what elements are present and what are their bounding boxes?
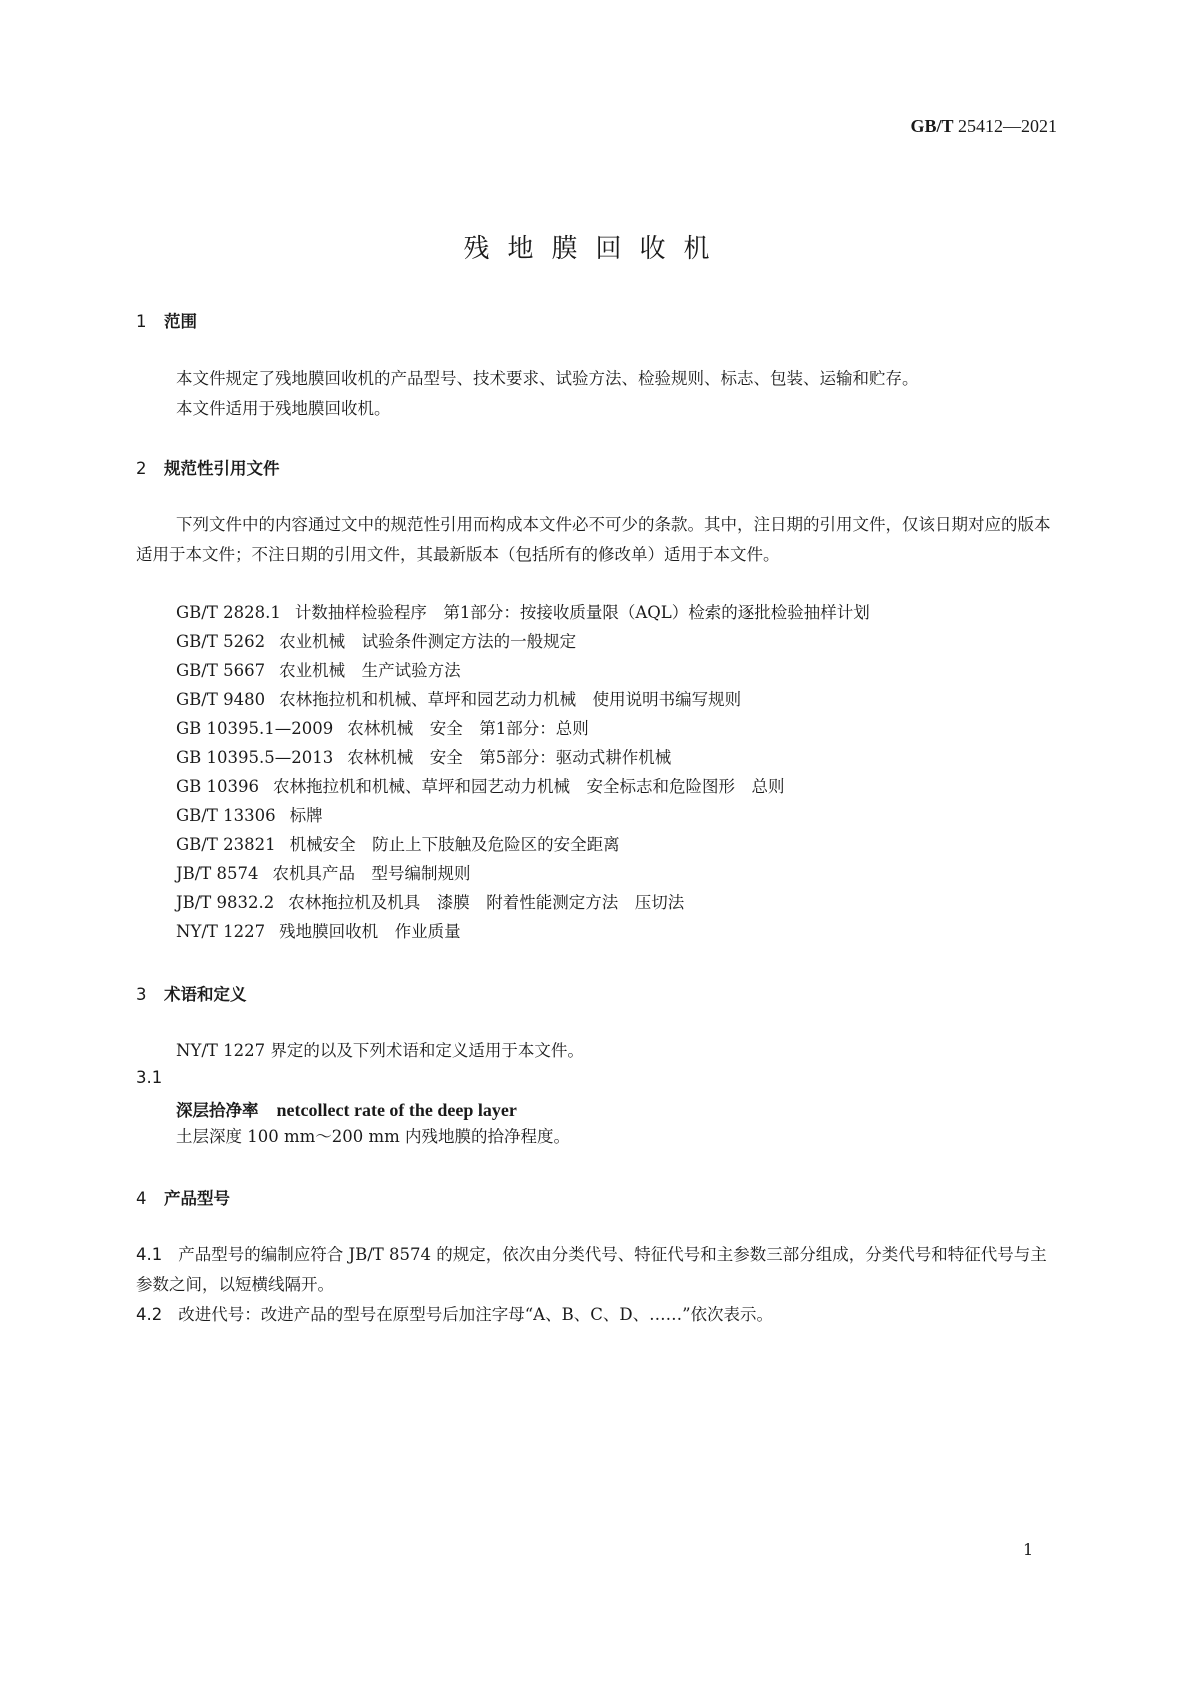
term-chinese: 深层拾净率 [176, 1101, 259, 1120]
reference-title: 农机具产品 型号编制规则 [272, 864, 471, 883]
term-number: 3.1 [136, 1068, 163, 1087]
reference-item [176, 628, 576, 652]
section-heading-2 [136, 455, 280, 479]
reference-code: GB/T 23821 [176, 835, 276, 854]
clause-text: 产品型号的编制应符合 JB/T 8574 的规定，依次由分类代号、特征代号和主参数三部分组成，分类代号和特征代号与主参数之间，以短横线隔开。 [136, 1245, 1047, 1294]
standard-prefix: GB/T [910, 116, 954, 136]
reference-title: 计数抽样检验程序 第1部分：按接收质量限（AQL）检索的逐批检验抽样计划 [294, 603, 870, 622]
reference-code: GB 10395.5—2013 [176, 748, 334, 767]
reference-code: GB/T 13306 [176, 806, 276, 825]
paragraph: 本文件规定了残地膜回收机的产品型号、技术要求、试验方法、检验规则、标志、包装、运输和贮存。 [176, 369, 919, 388]
reference-title: 残地膜回收机 作业质量 [279, 922, 461, 941]
reference-title: 农林拖拉机和机械、草坪和园艺动力机械 安全标志和危险图形 总则 [273, 777, 785, 796]
reference-item [176, 686, 741, 710]
reference-code: JB/T 9832.2 [176, 893, 275, 912]
reference-code: GB/T 5667 [176, 661, 266, 680]
reference-item [176, 773, 785, 797]
reference-code: GB/T 2828.1 [176, 603, 281, 622]
paragraph: 本文件适用于残地膜回收机。 [176, 399, 391, 418]
term-definition: 土层深度 100 mm～200 mm 内残地膜的拾净程度。 [176, 1127, 571, 1146]
reference-item [176, 599, 870, 623]
term-entry [176, 1097, 517, 1121]
section-number: 3 [136, 985, 147, 1004]
section-title: 产品型号 [164, 1189, 230, 1208]
section-number: 1 [136, 312, 147, 331]
reference-title: 标牌 [289, 806, 323, 825]
section-number: 4 [136, 1189, 147, 1208]
clause-4-1 [136, 1240, 1056, 1300]
reference-code: GB 10396 [176, 777, 260, 796]
reference-item [176, 918, 461, 942]
reference-item [176, 860, 471, 884]
standard-code: 25412—2021 [958, 116, 1057, 136]
paragraph: 下列文件中的内容通过文中的规范性引用而构成本文件必不可少的条款。其中，注日期的引用文件，仅该日期对应的版本适用于本文件；不注日期的引用文件，其最新版本（包括所有的修改单）适用于本文件。 [136, 515, 1051, 564]
standard-number [910, 116, 1057, 137]
clause-text: 改进代号：改进产品的型号在原型号后加注字母“A、B、C、D、……”依次表示。 [178, 1305, 774, 1324]
reference-item [176, 744, 671, 768]
section-heading-3 [136, 981, 247, 1005]
reference-title: 机械安全 防止上下肢触及危险区的安全距离 [289, 835, 620, 854]
reference-title: 农业机械 生产试验方法 [279, 661, 461, 680]
reference-title: 农业机械 试验条件测定方法的一般规定 [279, 632, 577, 651]
reference-item [176, 715, 589, 739]
reference-item [176, 657, 461, 681]
section-heading-4 [136, 1185, 230, 1209]
page-number: 1 [1023, 1540, 1034, 1559]
reference-code: GB/T 5262 [176, 632, 266, 651]
section-title: 规范性引用文件 [164, 459, 280, 478]
reference-item [176, 831, 620, 855]
clause-number: 4.2 [136, 1305, 163, 1324]
reference-title: 农林拖拉机及机具 漆膜 附着性能测定方法 压切法 [288, 893, 685, 912]
reference-code: JB/T 8574 [176, 864, 259, 883]
reference-title: 农林机械 安全 第5部分：驱动式耕作机械 [347, 748, 672, 767]
reference-title: 农林机械 安全 第1部分：总则 [347, 719, 589, 738]
clause-number: 4.1 [136, 1245, 163, 1264]
section-heading-1 [136, 308, 197, 332]
document-title: 残地膜回收机 [463, 234, 728, 264]
section-title: 术语和定义 [164, 985, 247, 1004]
reference-title: 农林拖拉机和机械、草坪和园艺动力机械 使用说明书编写规则 [279, 690, 742, 709]
section-title: 范围 [164, 312, 197, 331]
reference-item [176, 889, 684, 913]
term-english: netcollect rate of the deep layer [276, 1100, 517, 1120]
reference-code: GB/T 9480 [176, 690, 266, 709]
reference-code: GB 10395.1—2009 [176, 719, 334, 738]
section-number: 2 [136, 459, 147, 478]
reference-code: NY/T 1227 [176, 922, 266, 941]
clause-4-2 [136, 1300, 773, 1330]
reference-item [176, 802, 323, 826]
paragraph: NY/T 1227 界定的以及下列术语和定义适用于本文件。 [176, 1041, 584, 1060]
